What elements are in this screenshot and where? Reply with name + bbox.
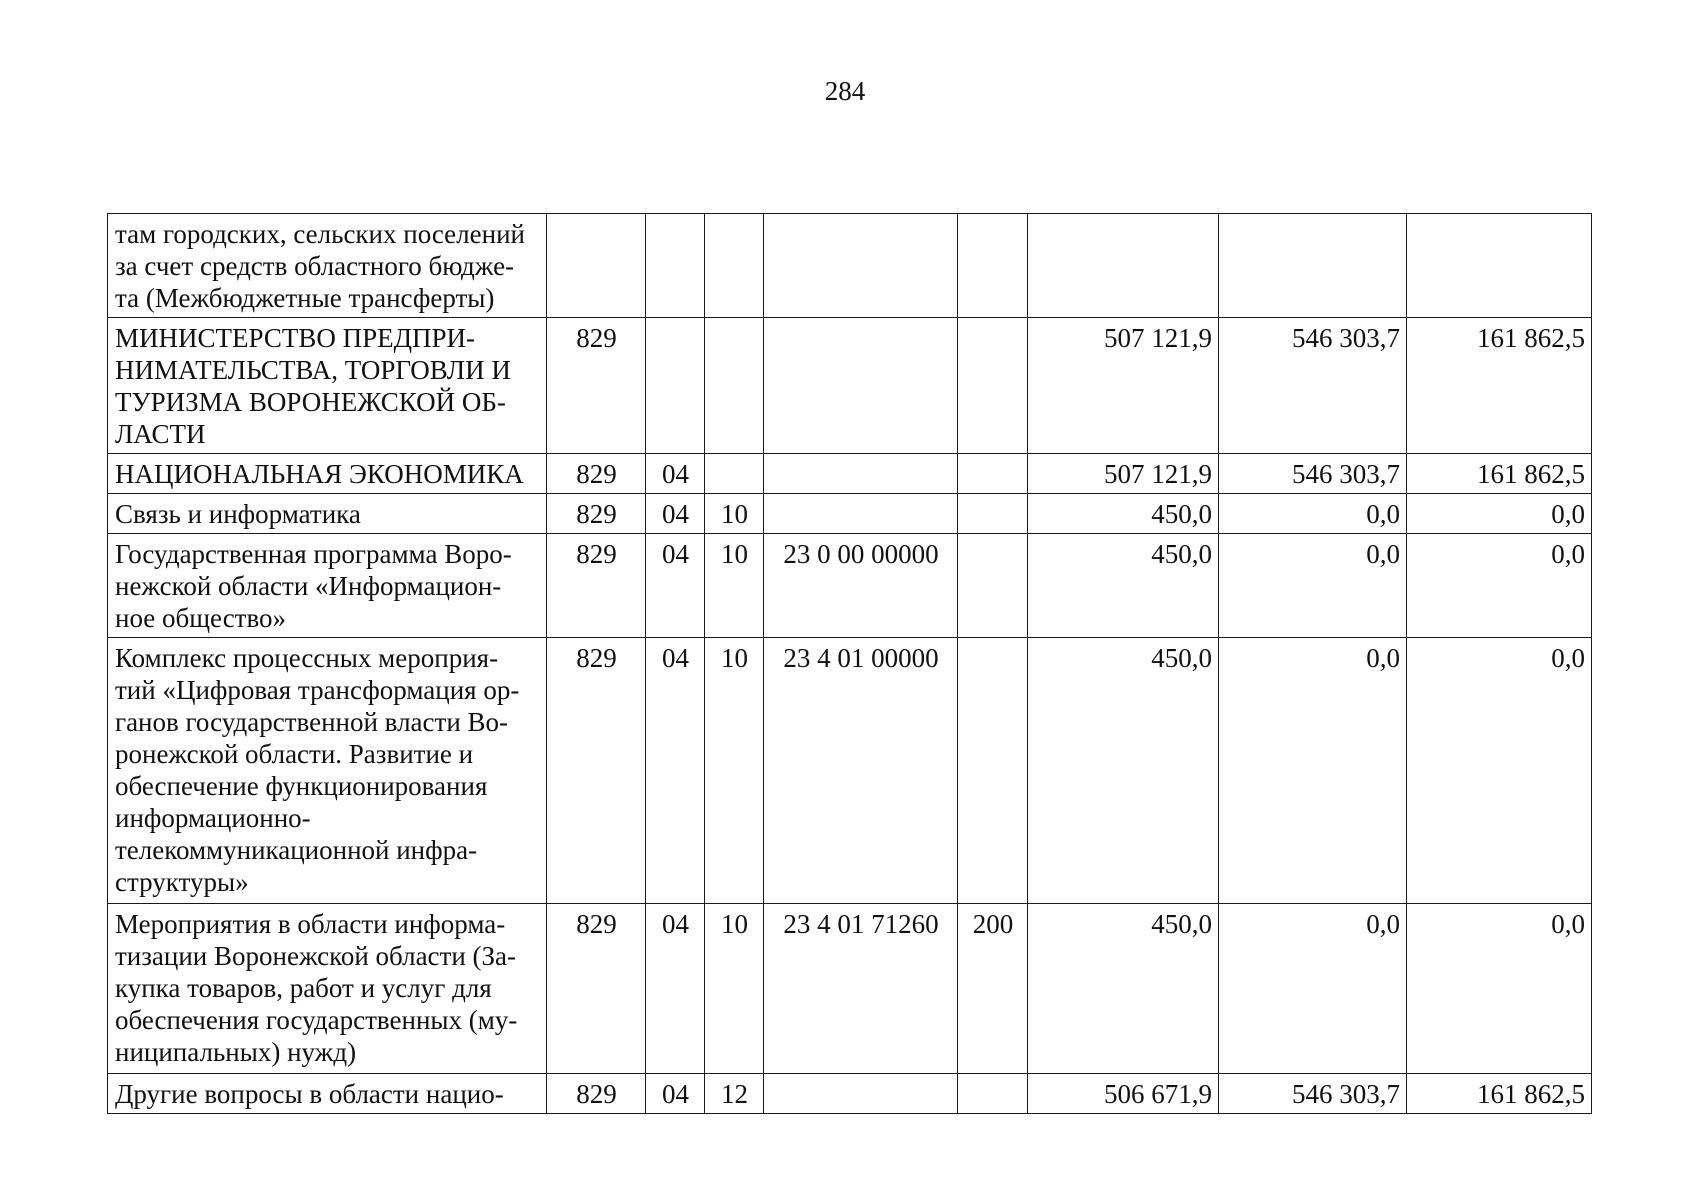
row-sum-3: 0,0: [1407, 494, 1592, 534]
row-csr: 23 4 01 71260: [764, 904, 958, 1074]
row-sum-3: 0,0: [1407, 534, 1592, 638]
row-sum-2: [1219, 214, 1407, 318]
row-pr: [705, 214, 764, 318]
row-csr: 23 4 01 00000: [764, 638, 958, 904]
row-sum-1: 450,0: [1028, 904, 1219, 1074]
row-rz: [646, 214, 705, 318]
row-vr: [958, 494, 1028, 534]
row-gr: [547, 214, 646, 318]
row-pr: 12: [705, 1074, 764, 1114]
row-rz: 04: [646, 454, 705, 494]
row-vr: [958, 638, 1028, 904]
row-name: МИНИСТЕРСТВО ПРЕДПРИ- НИМАТЕЛЬСТВА, ТОРГОВЛИ И ТУРИЗМА ВОРОНЕЖСКОЙ ОБ- ЛАСТИ: [108, 318, 547, 454]
table-row: [108, 494, 1592, 534]
row-name: НАЦИОНАЛЬНАЯ ЭКОНОМИКА: [108, 454, 547, 494]
table-row: [108, 534, 1592, 638]
row-vr: [958, 214, 1028, 318]
row-csr: [764, 318, 958, 454]
row-sum-2: 0,0: [1219, 534, 1407, 638]
row-sum-3: 161 862,5: [1407, 318, 1592, 454]
row-pr: [705, 454, 764, 494]
row-name: Другие вопросы в области нацио-: [108, 1074, 547, 1114]
table-row: [108, 904, 1592, 1074]
row-name: Комплекс процессных мероприя- тий «Цифровая трансформация ор- ганов государственной власти Во- ронежской области. Развитие и обеспечение функционирования информационно- телекоммуникационной инфра- структуры»: [108, 638, 547, 904]
row-csr: [764, 1074, 958, 1114]
row-sum-1: 450,0: [1028, 534, 1219, 638]
row-sum-2: 546 303,7: [1219, 318, 1407, 454]
row-csr: [764, 214, 958, 318]
row-sum-2: 546 303,7: [1219, 1074, 1407, 1114]
budget-table: [107, 213, 1592, 1114]
row-name: там городских, сельских поселений за счет средств областного бюдже- та (Межбюджетные трансферты): [108, 214, 547, 318]
row-sum-1: 507 121,9: [1028, 318, 1219, 454]
row-sum-3: 0,0: [1407, 904, 1592, 1074]
row-name: Связь и информатика: [108, 494, 547, 534]
row-sum-1: [1028, 214, 1219, 318]
row-rz: 04: [646, 494, 705, 534]
row-sum-3: [1407, 214, 1592, 318]
row-vr: [958, 1074, 1028, 1114]
row-rz: 04: [646, 638, 705, 904]
row-pr: 10: [705, 638, 764, 904]
row-gr: 829: [547, 534, 646, 638]
row-gr: 829: [547, 318, 646, 454]
row-rz: 04: [646, 534, 705, 638]
page-number: 284: [824, 76, 866, 106]
row-sum-1: 450,0: [1028, 494, 1219, 534]
row-sum-2: 0,0: [1219, 638, 1407, 904]
table-row: [108, 1074, 1592, 1114]
table-row: [108, 638, 1592, 904]
row-vr: [958, 318, 1028, 454]
row-pr: [705, 318, 764, 454]
row-rz: [646, 318, 705, 454]
row-sum-1: 450,0: [1028, 638, 1219, 904]
row-sum-2: 0,0: [1219, 494, 1407, 534]
table-row: [108, 454, 1592, 494]
row-sum-2: 546 303,7: [1219, 454, 1407, 494]
row-vr: 200: [958, 904, 1028, 1074]
row-pr: 10: [705, 904, 764, 1074]
row-gr: 829: [547, 904, 646, 1074]
row-sum-3: 0,0: [1407, 638, 1592, 904]
row-gr: 829: [547, 494, 646, 534]
row-sum-2: 0,0: [1219, 904, 1407, 1074]
row-csr: 23 0 00 00000: [764, 534, 958, 638]
row-csr: [764, 494, 958, 534]
row-vr: [958, 454, 1028, 494]
row-gr: 829: [547, 1074, 646, 1114]
table-row: [108, 214, 1592, 318]
row-name: Государственная программа Воро- нежской области «Информацион- ное общество»: [108, 534, 547, 638]
row-name: Мероприятия в области информа- тизации Воронежской области (За- купка товаров, работ и услуг для обеспечения государственных (му- ниципальных) нужд): [108, 904, 547, 1074]
row-sum-3: 161 862,5: [1407, 454, 1592, 494]
row-gr: 829: [547, 638, 646, 904]
row-vr: [958, 534, 1028, 638]
row-rz: 04: [646, 1074, 705, 1114]
row-sum-1: 507 121,9: [1028, 454, 1219, 494]
row-pr: 10: [705, 534, 764, 638]
row-rz: 04: [646, 904, 705, 1074]
row-csr: [764, 454, 958, 494]
row-sum-1: 506 671,9: [1028, 1074, 1219, 1114]
row-gr: 829: [547, 454, 646, 494]
row-pr: 10: [705, 494, 764, 534]
table-row: [108, 318, 1592, 454]
row-sum-3: 161 862,5: [1407, 1074, 1592, 1114]
